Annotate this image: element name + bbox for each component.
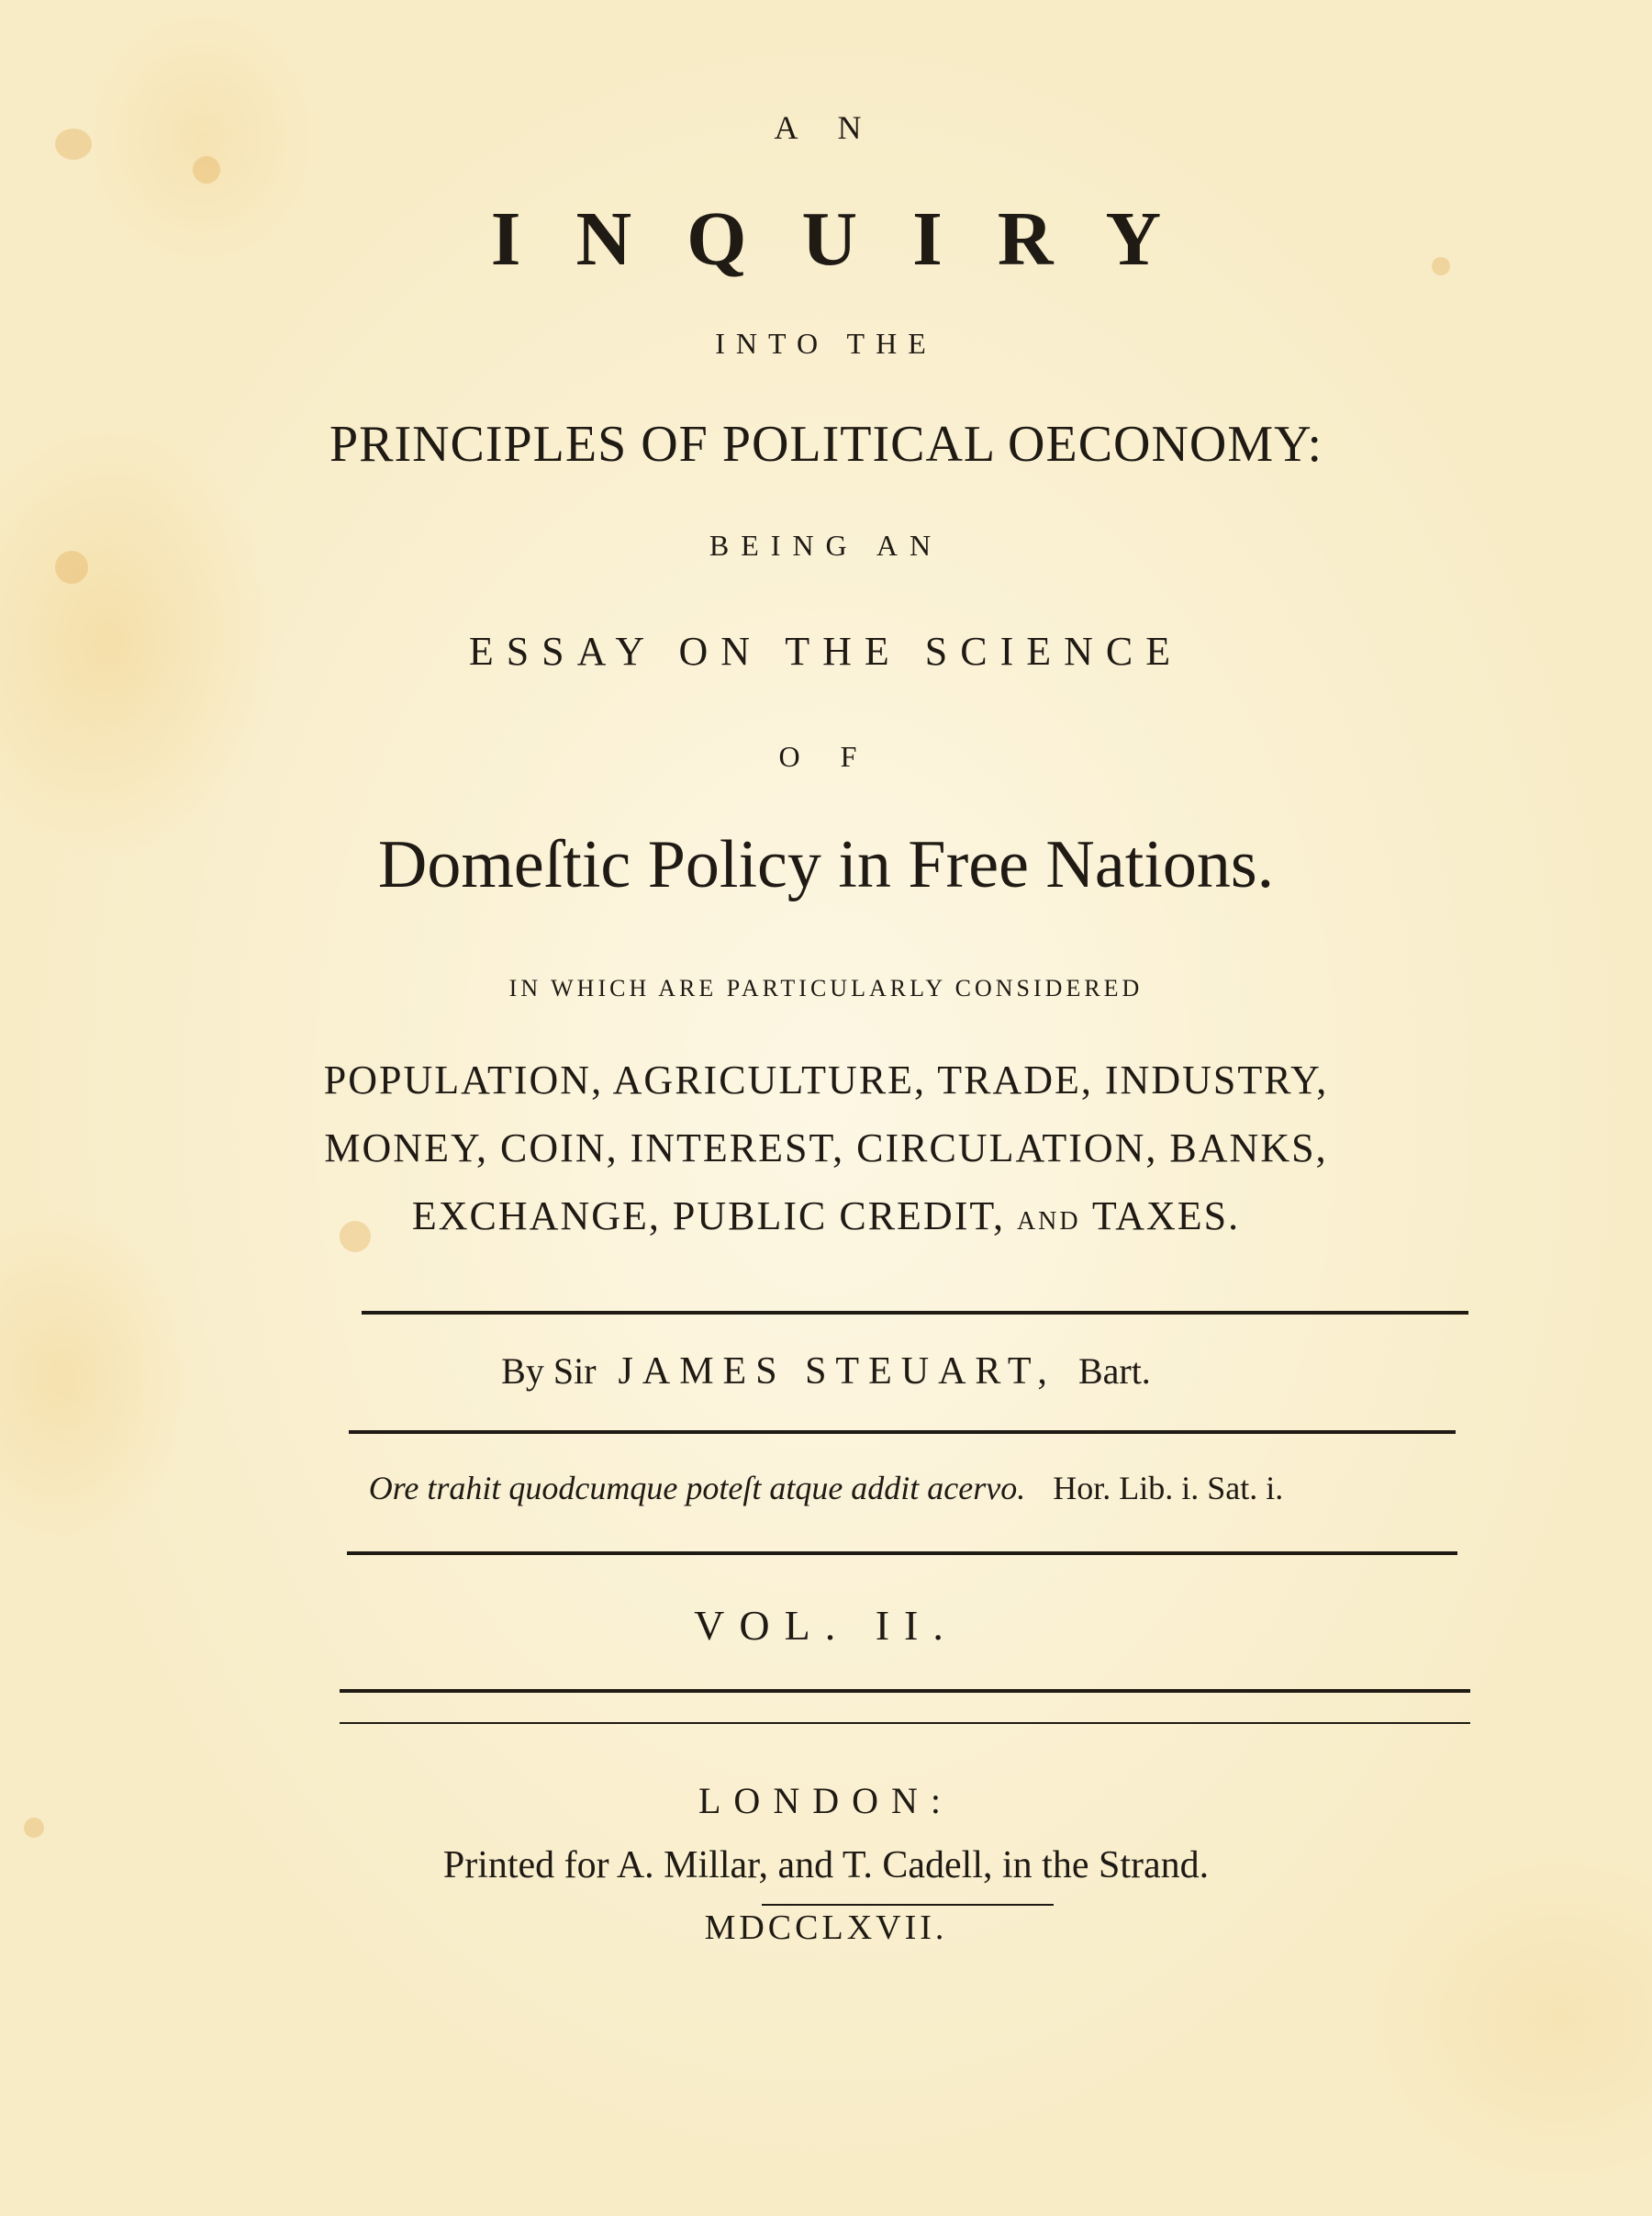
byline-prefix: By Sir <box>501 1350 597 1392</box>
motto <box>0 1469 1652 1507</box>
title-essay: ESSAY ON THE SCIENCE <box>468 629 1184 674</box>
rule-below-author <box>349 1430 1456 1434</box>
volume-number: VOL. II. <box>694 1602 958 1649</box>
byline-suffix: Bart. <box>1077 1350 1151 1392</box>
author-byline <box>0 1349 1652 1393</box>
rule-below-motto <box>347 1551 1457 1555</box>
imprint-city: LONDON: <box>698 1780 954 1821</box>
year-overline <box>762 1904 1054 1906</box>
subtitle-in-which: IN WHICH ARE PARTICULARLY CONSIDERED <box>508 975 1144 1002</box>
topics-line: MONEY, COIN, INTEREST, CIRCULATION, BANKS, <box>324 1125 1328 1170</box>
topics-last-a: EXCHANGE, PUBLIC CREDIT, <box>411 1193 1005 1238</box>
title-inquiry: INQUIRY <box>490 196 1217 282</box>
imprint-year: MDCCLXVII. <box>704 1908 948 1947</box>
rule-top <box>362 1311 1468 1315</box>
imprint-printer: Printed for A. Millar, and T. Cadell, in the Strand. <box>442 1844 1210 1886</box>
title-principles: PRINCIPLES OF POLITICAL OECONOMY: <box>329 416 1323 473</box>
title-into-the: INTO THE <box>715 327 937 360</box>
topics-list <box>0 1046 1652 1256</box>
title-domestic-policy: Domeſtic Policy in Free Nations. <box>377 827 1275 902</box>
author-name: JAMES STEUART, <box>618 1350 1056 1393</box>
topics-line: POPULATION, AGRICULTURE, TRADE, INDUSTRY, <box>323 1058 1329 1102</box>
motto-latin: Ore trahit quodcumque poteſt atque addit acervo. <box>368 1470 1026 1506</box>
title-of: O F <box>778 740 874 773</box>
foxing-spot <box>193 156 220 184</box>
topics-line <box>0 1182 1652 1256</box>
title-being-an: BEING AN <box>709 529 943 562</box>
double-rule-bottom <box>340 1722 1470 1724</box>
topics-last-b: TAXES. <box>1091 1193 1241 1238</box>
double-rule-top <box>340 1689 1470 1693</box>
topics-and: AND <box>1016 1207 1081 1236</box>
motto-citation: Hor. Lib. i. Sat. i. <box>1053 1470 1284 1506</box>
title-an: A N <box>774 109 878 146</box>
